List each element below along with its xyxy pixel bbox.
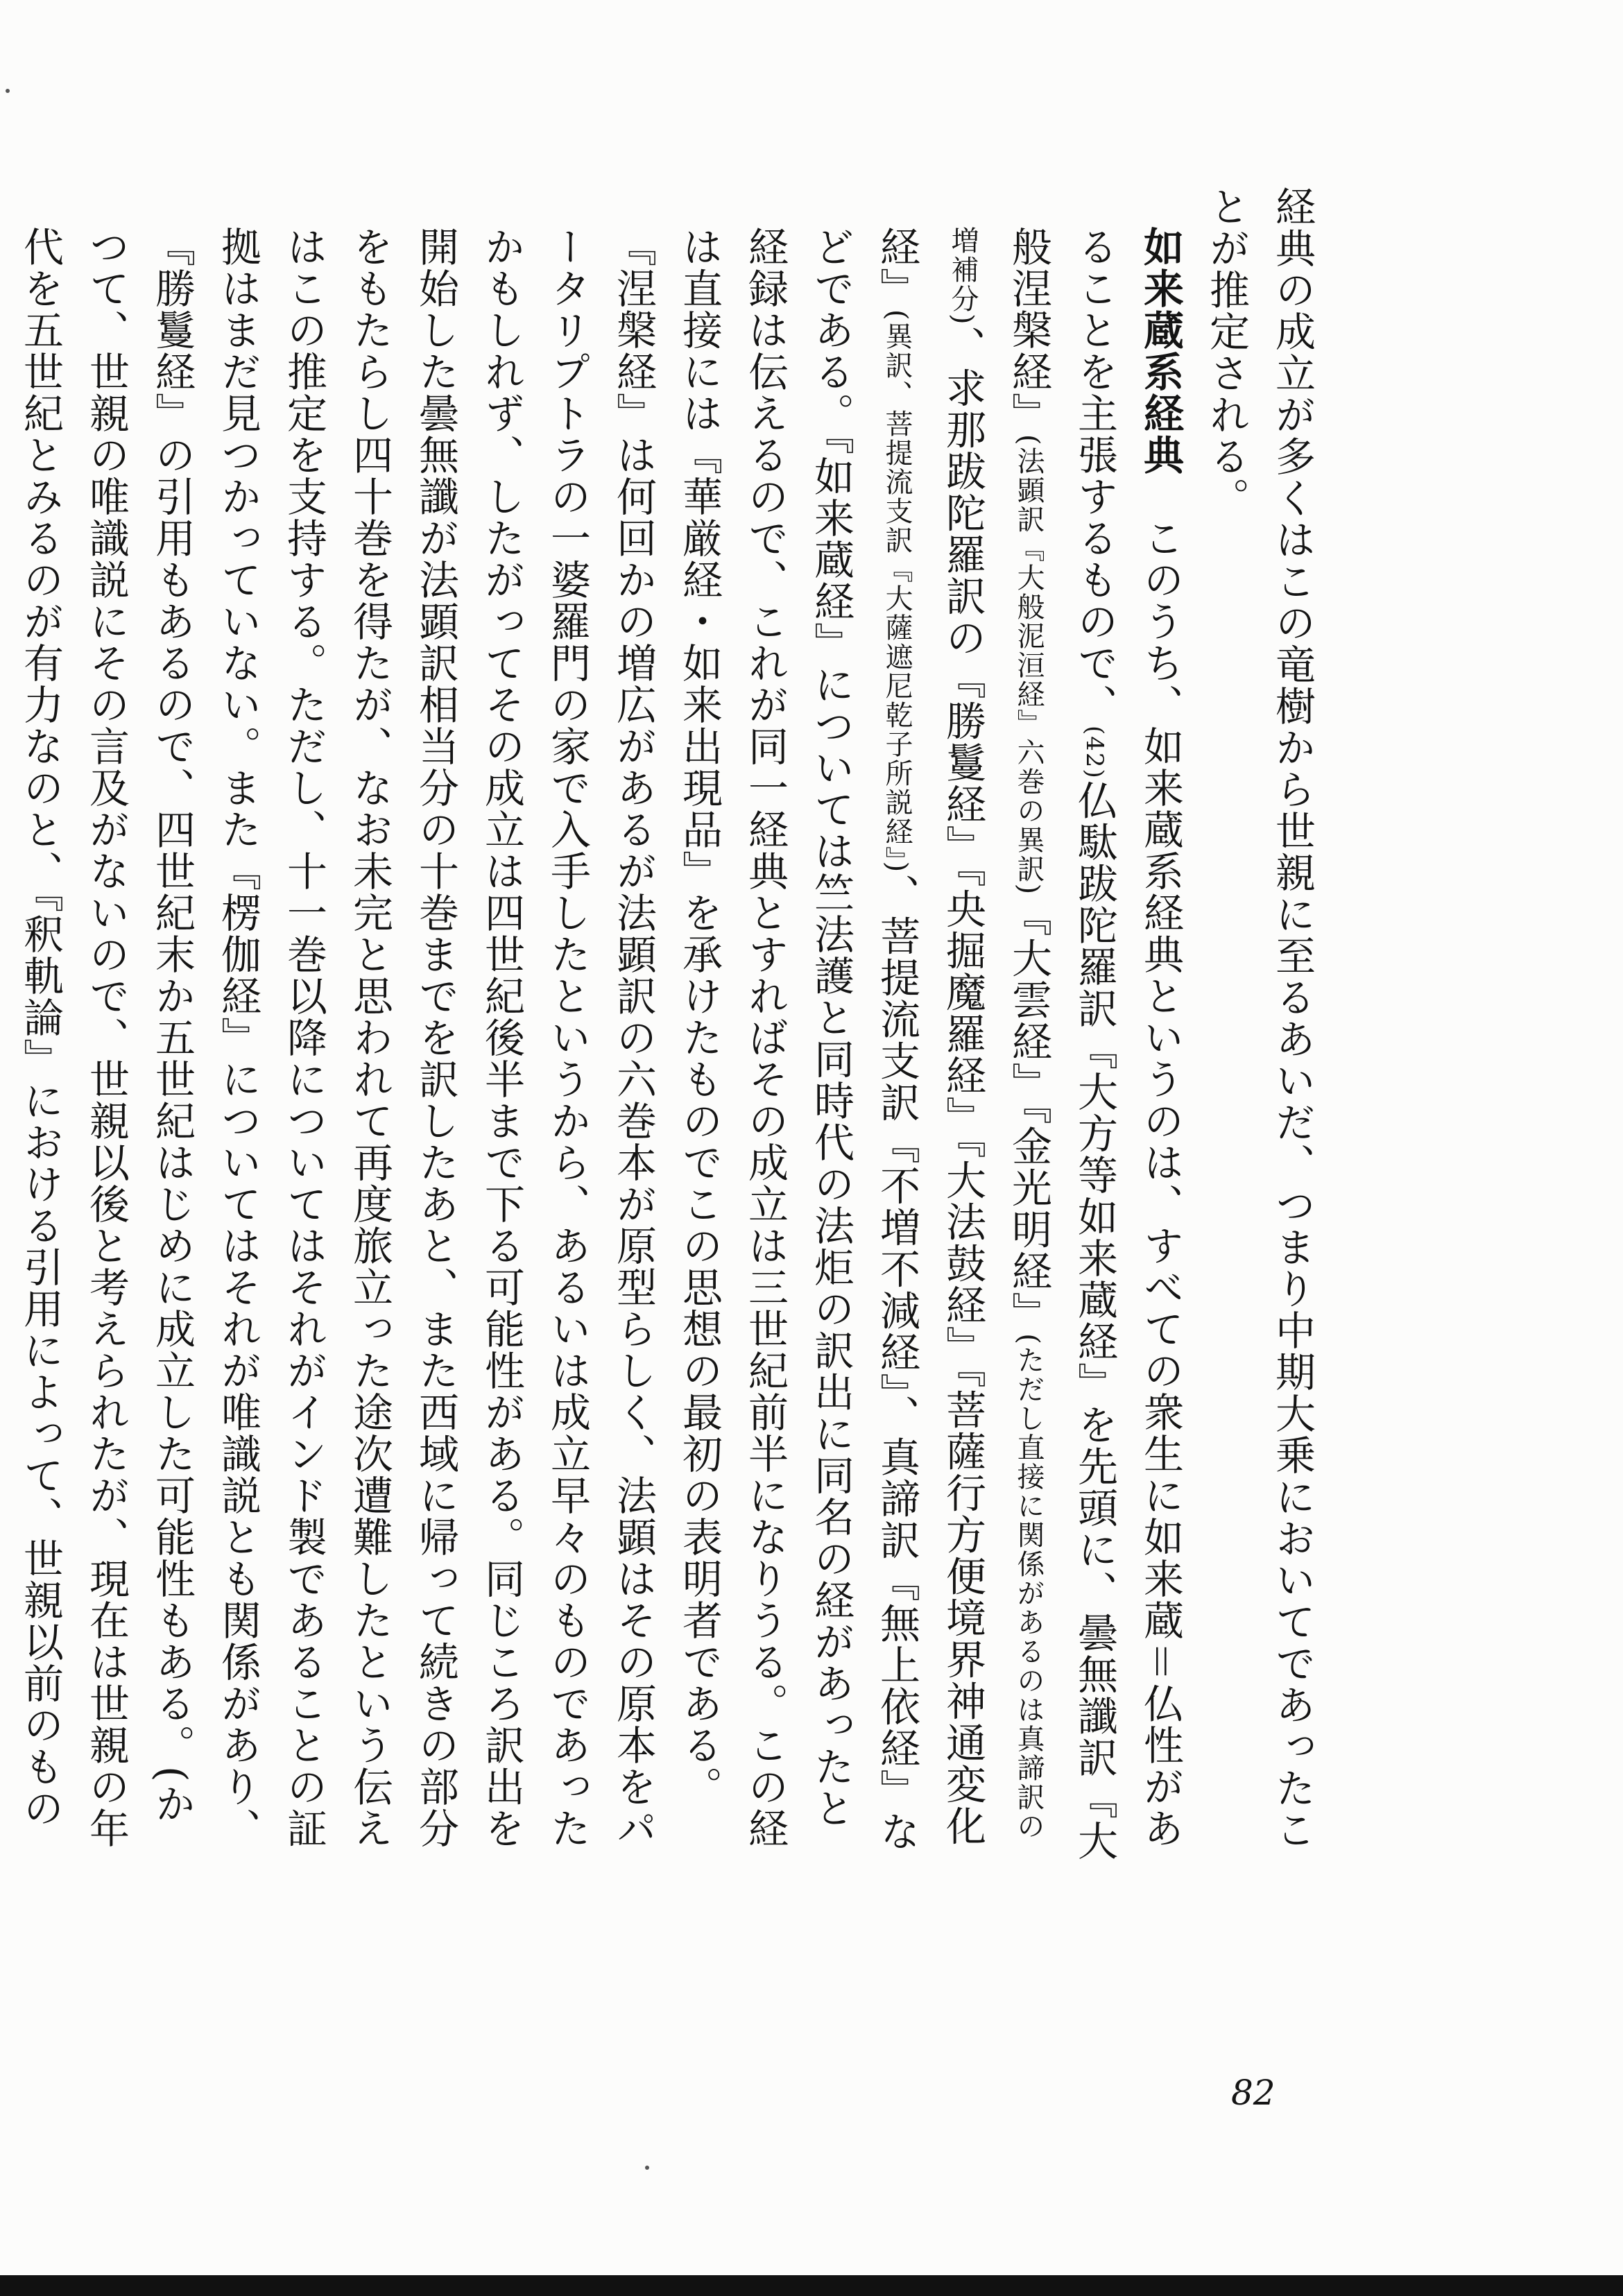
scan-speck [645, 2166, 649, 2170]
paragraph-2-note-1: (法顕訳『大般泥洹経』六巻の異訳) [1013, 434, 1045, 896]
paragraph-1 [1193, 186, 1325, 1865]
page-number: 82 [1231, 2073, 1276, 2113]
scan-speck [6, 89, 10, 93]
paragraph-2-text-3: 『大雲経』『金光明経』 [1005, 896, 1052, 1334]
paragraph-2 [666, 226, 1193, 1865]
scan-border [0, 2275, 1623, 2296]
paragraph-2-note-3: (異訳、菩提流支訳『大薩遮尼乾子所説経』) [881, 309, 913, 874]
paragraph-3 [0, 226, 666, 1865]
footnote-marker: (42) [1081, 726, 1108, 780]
paragraph-2-text-1: このうち、如来蔵系経典というのは、すべての衆生に如来蔵＝仏性があることを主張するもので、 [1071, 226, 1184, 1850]
paragraph-2-text-4: 、求那跋陀羅訳の『勝鬘経』『央掘魔羅経』『大法鼓経』『菩薩行方便境界神通変化経』 [873, 226, 986, 1847]
paragraph-2-note-2: (ただし直接に関係があるのは真諦訳の増補分) [947, 226, 1045, 1841]
body-text [0, 186, 1325, 1865]
paragraph-3-text: 『涅槃経』は何回かの増広があるが法顕訳の六巻本が原型らしく、法顕はその原本をパータリプトラの一婆羅門の家で入手したというから、あるいは成立早々のものであったかもしれず、したがってその成立は四世紀後半まで下る可能性がある。同じころ訳出を開始した曇無讖が法顕訳相当分の十巻までを訳したあと、また西域に帰って続きの部分をもたらし四十巻を得たが、なお未完と思われて再度旅立った途次遭難したという伝えはこの推定を支持する。ただし、十一巻以降についてはそれがインド製であることの証拠はまだ見つかっていない。また『楞伽経』についてはそれが唯識説とも関係があり、『勝鬘経』の引用もあるので、四世紀末か五世紀はじめに成立した可能性もある。(かつて、世親の唯識説にその言及がないので、世親以後と考えられたが、現在は世親の年代を五世紀とみるのが有力なのと、『釈軌論』における引用によって、世親以前のもの [17, 226, 657, 1849]
section-heading: 如来蔵系経典 [1137, 226, 1184, 476]
paragraph-1-text: 経典の成立が多くはこの竜樹から世親に至るあいだ、つまり中期大乗においてであったことが推定される。 [1203, 186, 1316, 1851]
paragraph-2-text-2: 仏駄跋陀羅訳『大方等如来蔵経』を先頭に、曇無讖訳『大般涅槃経』 [1005, 226, 1118, 1862]
paragraph-2-text-5: 、菩提流支訳『不増不減経』、真諦訳『無上依経』などである。『如来蔵経』については竺法護と同時代の法炬の訳出に同名の経があったと経録は伝えるので、これが同一経典とすればその成立は三世紀前半になりうる。この経は直接には『華厳経・如来出現品』を承けたものでこの思想の最初の表明者である。 [676, 226, 920, 1853]
